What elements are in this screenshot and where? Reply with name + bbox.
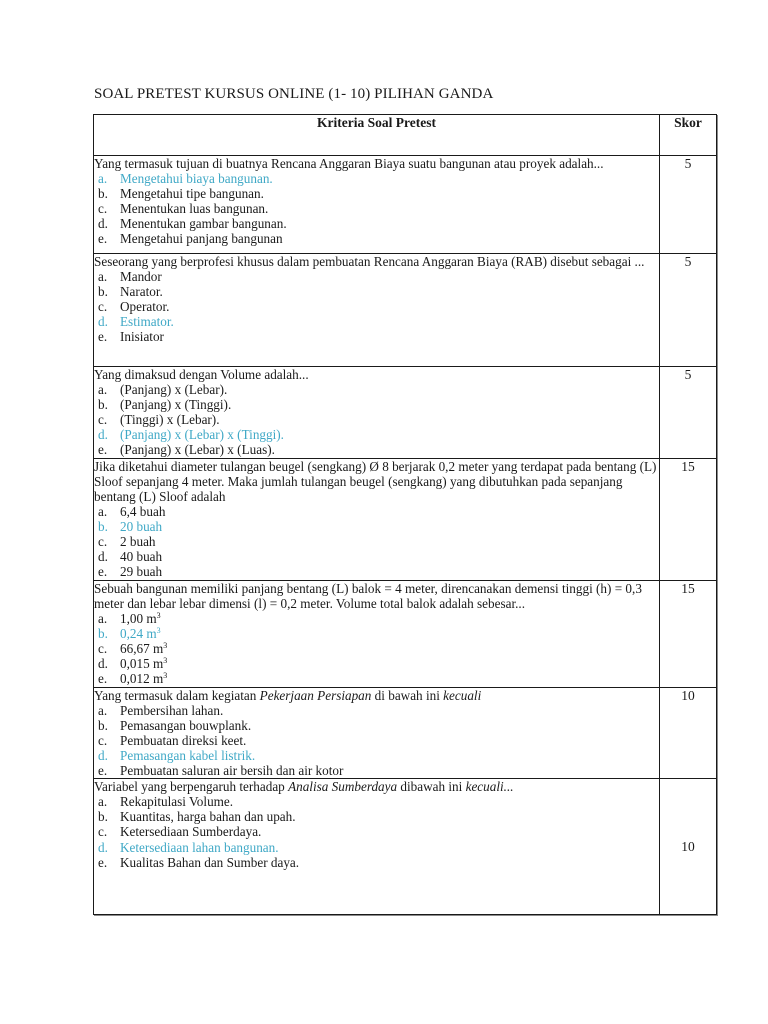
question-cell [94,156,660,254]
question-row [94,156,717,254]
answer-option [94,284,659,299]
option-text: Mengetahui biaya bangunan. [120,171,273,187]
option-text: Narator. [120,284,163,300]
question-text-part: Variabel yang berpengaruh terhadap [94,779,289,795]
table-header-row [94,115,717,156]
option-text: Inisiator [120,329,164,345]
question-text-italic: kecuali [443,687,482,703]
answer-option [94,611,659,626]
answer-option [94,397,659,412]
option-letter: a. [98,269,108,285]
answer-option-correct [94,519,659,534]
option-list [94,504,659,579]
unit-superscript: 3 [163,671,168,681]
unit-superscript: 3 [156,625,161,635]
pretest-table [93,114,717,915]
option-letter: c. [98,299,108,315]
option-list [94,269,659,344]
question-cell [94,367,660,459]
option-text: 20 buah [120,518,163,534]
option-text: 66,67 m [120,640,164,656]
answer-option [94,656,659,671]
answer-option [94,216,659,231]
option-text: 29 buah [120,564,163,580]
answer-option-correct [94,314,659,329]
answer-option [94,442,659,457]
option-text: Mandor [120,269,162,285]
question-text-part: Yang termasuk dalam kegiatan [94,687,260,703]
document-title: SOAL PRETEST KURSUS ONLINE (1- 10) PILIHAN GANDA [94,86,494,102]
option-text: Mengetahui panjang bangunan [120,231,283,247]
option-text: 1,00 m [120,610,157,626]
option-text: (Panjang) x (Lebar) x (Luas). [120,442,275,458]
question-text-italic: kecuali... [465,779,514,795]
answer-option [94,269,659,284]
questions-body [94,156,717,915]
answer-option [94,299,659,314]
answer-option [94,641,659,656]
option-letter: a. [98,702,108,718]
question-text [94,779,659,794]
option-text: (Panjang) x (Lebar) x (Tinggi). [120,427,284,443]
question-text-italic: Analisa Sumberdaya [288,779,398,795]
answer-option-correct [94,840,659,855]
option-text: Kualitas Bahan dan Sumber daya. [120,854,300,870]
answer-option-correct [94,748,659,763]
score-value: 5 [660,254,717,367]
question-text [94,688,659,703]
question-cell [94,687,660,779]
option-letter: c. [98,732,108,748]
question-text: Seseorang yang berprofesi khusus dalam pembuatan Rencana Anggaran Biaya (RAB) disebut sebagai ... [94,254,645,269]
answer-option [94,564,659,579]
option-text: Pemasangan kabel listrik. [120,747,256,763]
question-text-part: dibawah ini [397,779,466,795]
answer-option [94,718,659,733]
option-letter: b. [98,284,108,300]
unit-superscript: 3 [163,656,168,666]
option-text: (Panjang) x (Lebar). [120,382,228,398]
option-letter: e. [98,231,108,247]
score-value: 5 [660,156,717,254]
option-list [94,171,659,246]
answer-option [94,534,659,549]
option-letter: b. [98,397,108,413]
answer-option [94,504,659,519]
option-text: Ketersediaan lahan bangunan. [120,839,279,855]
option-letter: d. [98,549,108,565]
answer-option [94,763,659,778]
answer-option-correct [94,427,659,442]
option-letter: c. [98,824,108,840]
answer-option [94,382,659,397]
option-text: Mengetahui tipe bangunan. [120,186,264,202]
option-text: Ketersediaan Sumberdaya. [120,824,262,840]
question-cell [94,254,660,367]
question-text: Yang termasuk tujuan di buatnya Rencana Anggaran Biaya suatu bangunan atau proyek adalah... [94,156,604,171]
score-header: Skor [660,115,717,156]
option-letter: d. [98,427,108,443]
option-letter: e. [98,564,108,580]
option-letter: e. [98,854,108,870]
option-letter: c. [98,534,108,550]
answer-option [94,329,659,344]
answer-option-correct [94,626,659,641]
option-letter: d. [98,839,108,855]
option-text: 0,012 m [120,671,164,687]
option-text: Pembuatan direksi keet. [120,732,247,748]
option-text: Pemasangan bouwplank. [120,717,252,733]
option-text: 2 buah [120,534,156,550]
answer-option [94,412,659,427]
question-row [94,580,717,687]
answer-option [94,824,659,839]
option-list [94,703,659,778]
answer-option [94,549,659,564]
question-cell [94,779,660,915]
question-cell [94,458,660,580]
question-text-italic: Pekerjaan Persiapan [259,687,372,703]
option-text: 0,015 m [120,656,164,672]
option-letter: a. [98,610,108,626]
option-letter: b. [98,809,108,825]
option-letter: a. [98,382,108,398]
score-value: 10 [660,779,717,915]
option-text: Rekapitulasi Volume. [120,794,234,810]
question-text: Sebuah bangunan memiliki panjang bentang (L) balok = 4 meter, direncanakan demensi tinggi (h) = 0,3 meter dan lebar lebar dimensi (l) = 0,2 meter. Volume total balok adalah sebesar... [94,580,642,611]
answer-option [94,809,659,824]
answer-option [94,703,659,718]
option-list [94,382,659,457]
question-row [94,367,717,459]
answer-option [94,201,659,216]
score-value: 15 [660,458,717,580]
question-row [94,458,717,580]
option-letter: b. [98,518,108,534]
option-letter: c. [98,201,108,217]
option-letter: d. [98,314,108,330]
option-text: 40 buah [120,549,163,565]
question-row [94,687,717,779]
option-text: Pembersihan lahan. [120,702,224,718]
option-letter: a. [98,171,108,187]
answer-option [94,186,659,201]
option-letter: d. [98,656,108,672]
option-text: (Panjang) x (Tinggi). [120,397,232,413]
option-letter: d. [98,747,108,763]
answer-option [94,855,659,870]
score-value: 5 [660,367,717,459]
question-row [94,254,717,367]
option-text: Estimator. [120,314,174,330]
unit-superscript: 3 [156,610,161,620]
option-list [94,611,659,686]
score-value: 10 [660,687,717,779]
option-letter: b. [98,625,108,641]
question-text-part: di bawah ini [371,687,444,703]
answer-option [94,794,659,809]
option-text: Pembuatan saluran air bersih dan air kotor [120,763,344,779]
answer-option [94,671,659,686]
question-text: Yang dimaksud dengan Volume adalah... [94,367,309,382]
option-text: 0,24 m [120,625,157,641]
option-letter: a. [98,503,108,519]
score-value: 15 [660,580,717,687]
question-row [94,779,717,915]
criteria-header: Kriteria Soal Pretest [94,115,660,156]
answer-option-correct [94,171,659,186]
option-list [94,794,659,869]
answer-option [94,733,659,748]
option-text: Menentukan gambar bangunan. [120,216,287,232]
option-letter: b. [98,186,108,202]
option-letter: b. [98,717,108,733]
option-text: (Tinggi) x (Lebar). [120,412,220,428]
option-letter: e. [98,329,108,345]
option-letter: c. [98,640,108,656]
question-text: Jika diketahui diameter tulangan beugel (sengkang) Ø 8 berjarak 0,2 meter yang terdapat pada bentang (L) Sloof sepanjang 4 meter. Maka jumlah tulangan beugel (sengkang) yang dibutuhkan pada sepanjang bentang (L) Sloof adalah [94,458,657,504]
option-letter: d. [98,216,108,232]
option-text: Operator. [120,299,170,315]
option-letter: c. [98,412,108,428]
answer-option [94,231,659,246]
option-text: Kuantitas, harga bahan dan upah. [120,809,296,825]
option-letter: e. [98,763,108,779]
option-text: 6,4 buah [120,503,166,519]
option-letter: e. [98,442,108,458]
unit-superscript: 3 [163,640,168,650]
option-text: Menentukan luas bangunan. [120,201,269,217]
option-letter: e. [98,671,108,687]
option-letter: a. [98,794,108,810]
question-cell [94,580,660,687]
